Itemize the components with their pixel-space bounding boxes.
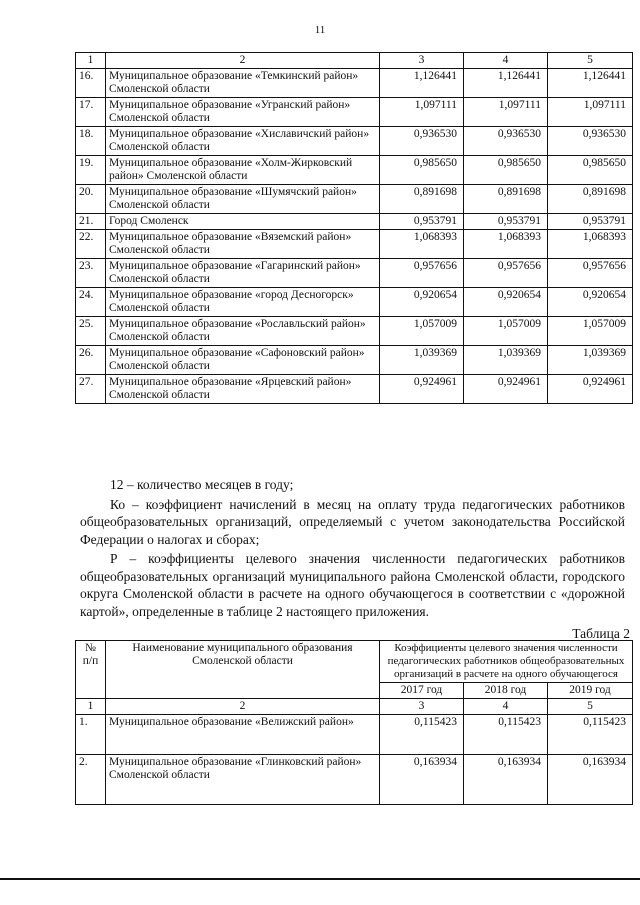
municipality-name: Муниципальное образование «Рославльский район» Смоленской области	[106, 317, 380, 346]
paragraph-p: Р – коэффициенты целевого значения численности педагогических работников общеобразовательных организаций муниципального района Смоленской области, городского округа Смоленской области в расчете на одного обучающегося в соответствии с «дорожной картой», определенные в таблице 2 настоящего приложения.	[80, 551, 625, 619]
municipality-name: Муниципальное образование «Шумячский район» Смоленской области	[106, 185, 380, 214]
coefficient-value: 0,936530	[464, 127, 548, 156]
coefficient-value: 0,953791	[380, 214, 464, 230]
explanation-text	[80, 476, 625, 620]
coefficient-value: 0,957656	[464, 259, 548, 288]
coefficient-value: 0,985650	[464, 156, 548, 185]
coefficient-value: 1,126441	[380, 69, 464, 98]
coefficient-value: 0,985650	[548, 156, 633, 185]
coefficient-value: 1,039369	[548, 346, 633, 375]
municipality-name: Город Смоленск	[106, 214, 380, 230]
row-number: 16.	[76, 69, 106, 98]
row-number: 21.	[76, 214, 106, 230]
municipality-name: Муниципальное образование «Велижский район»	[106, 715, 380, 755]
municipality-name: Муниципальное образование «Темкинский район» Смоленской области	[106, 69, 380, 98]
coefficient-value: 1,039369	[380, 346, 464, 375]
table-row	[76, 127, 633, 156]
coefficient-value: 1,068393	[548, 230, 633, 259]
coefficient-value: 1,126441	[548, 69, 633, 98]
table-row	[76, 317, 633, 346]
column-index: 2	[106, 53, 380, 69]
coefficient-value: 1,057009	[548, 317, 633, 346]
coefficient-value: 1,039369	[464, 346, 548, 375]
coefficient-value: 1,097111	[464, 98, 548, 127]
row-number: 24.	[76, 288, 106, 317]
column-index: 5	[548, 53, 633, 69]
coefficient-value: 0,163934	[380, 755, 464, 805]
table-column-index-row	[76, 699, 633, 715]
coefficient-value: 1,057009	[380, 317, 464, 346]
coefficient-value: 0,936530	[548, 127, 633, 156]
table-caption: Таблица 2	[572, 626, 630, 641]
coefficient-value: 0,163934	[548, 755, 633, 805]
municipality-name: Муниципальное образование «Ярцевский район» Смоленской области	[106, 375, 380, 404]
column-index: 4	[464, 53, 548, 69]
row-number: 23.	[76, 259, 106, 288]
coefficient-value: 0,115423	[548, 715, 633, 755]
row-number: 20.	[76, 185, 106, 214]
column-index: 3	[380, 699, 464, 715]
coefficient-value: 0,957656	[548, 259, 633, 288]
coefficient-value: 0,115423	[380, 715, 464, 755]
table-row	[76, 98, 633, 127]
table-row	[76, 715, 633, 755]
table-row	[76, 259, 633, 288]
table-row	[76, 375, 633, 404]
table-row	[76, 346, 633, 375]
row-number: 1.	[76, 715, 106, 755]
coefficient-value: 0,891698	[380, 185, 464, 214]
coefficient-value: 0,920654	[464, 288, 548, 317]
row-number: 26.	[76, 346, 106, 375]
column-index: 4	[464, 699, 548, 715]
coefficient-value: 0,953791	[464, 214, 548, 230]
coefficients-table-2	[75, 640, 633, 805]
coefficient-value: 0,163934	[464, 755, 548, 805]
coefficient-value: 0,920654	[380, 288, 464, 317]
page-number: 11	[314, 24, 326, 36]
coefficient-value: 1,126441	[464, 69, 548, 98]
coefficient-value: 0,891698	[464, 185, 548, 214]
coefficient-value: 0,891698	[548, 185, 633, 214]
row-number: 2.	[76, 755, 106, 805]
municipality-name: Муниципальное образование «город Десногорск» Смоленской области	[106, 288, 380, 317]
municipality-name: Муниципальное образование «Глинковский район» Смоленской области	[106, 755, 380, 805]
header-number: № п/п	[76, 641, 106, 699]
paragraph-months: 12 – количество месяцев в году;	[110, 477, 294, 492]
table-row	[76, 288, 633, 317]
paragraph-ko: Ко – коэффициент начислений в месяц на оплату труда педагогических работников общеобразовательных организаций, определяемый с учетом законодательства Российской Федерации о налогах и сборах;	[80, 496, 625, 547]
municipality-name: Муниципальное образование «Холм-Жирковский район» Смоленской области	[106, 156, 380, 185]
coefficients-table-continued	[75, 52, 633, 404]
coefficient-value: 0,924961	[464, 375, 548, 404]
municipality-name: Муниципальное образование «Угранский район» Смоленской области	[106, 98, 380, 127]
header-year: 2019 год	[548, 683, 633, 699]
table-row	[76, 69, 633, 98]
coefficient-value: 0,115423	[464, 715, 548, 755]
table-row	[76, 230, 633, 259]
header-year: 2017 год	[380, 683, 464, 699]
column-index: 2	[106, 699, 380, 715]
row-number: 27.	[76, 375, 106, 404]
municipality-name: Муниципальное образование «Вяземский район» Смоленской области	[106, 230, 380, 259]
row-number: 22.	[76, 230, 106, 259]
municipality-name: Муниципальное образование «Сафоновский район» Смоленской области	[106, 346, 380, 375]
coefficient-value: 1,068393	[464, 230, 548, 259]
column-index: 5	[548, 699, 633, 715]
row-number: 17.	[76, 98, 106, 127]
row-number: 25.	[76, 317, 106, 346]
column-index: 1	[76, 53, 106, 69]
table-row	[76, 185, 633, 214]
row-number: 19.	[76, 156, 106, 185]
coefficient-value: 1,097111	[380, 98, 464, 127]
column-index: 1	[76, 699, 106, 715]
coefficient-value: 0,920654	[548, 288, 633, 317]
header-municipality: Наименование муниципального образования Смоленской области	[106, 641, 380, 699]
page-bottom-rule	[0, 878, 640, 880]
coefficient-value: 0,936530	[380, 127, 464, 156]
coefficient-value: 0,924961	[380, 375, 464, 404]
coefficient-value: 0,957656	[380, 259, 464, 288]
coefficient-value: 1,057009	[464, 317, 548, 346]
table-row	[76, 214, 633, 230]
row-number: 18.	[76, 127, 106, 156]
table-row	[76, 156, 633, 185]
coefficient-value: 1,068393	[380, 230, 464, 259]
coefficient-value: 0,924961	[548, 375, 633, 404]
coefficient-value: 0,985650	[380, 156, 464, 185]
municipality-name: Муниципальное образование «Хиславичский район» Смоленской области	[106, 127, 380, 156]
coefficient-value: 1,097111	[548, 98, 633, 127]
coefficient-value: 0,953791	[548, 214, 633, 230]
column-index: 3	[380, 53, 464, 69]
header-year: 2018 год	[464, 683, 548, 699]
table-column-index-row	[76, 53, 633, 69]
municipality-name: Муниципальное образование «Гагаринский район» Смоленской области	[106, 259, 380, 288]
header-coefficients: Коэффициенты целевого значения численности педагогических работников общеобразовательных организаций в расчете на одного обучающегося	[380, 641, 633, 683]
table-row	[76, 755, 633, 805]
